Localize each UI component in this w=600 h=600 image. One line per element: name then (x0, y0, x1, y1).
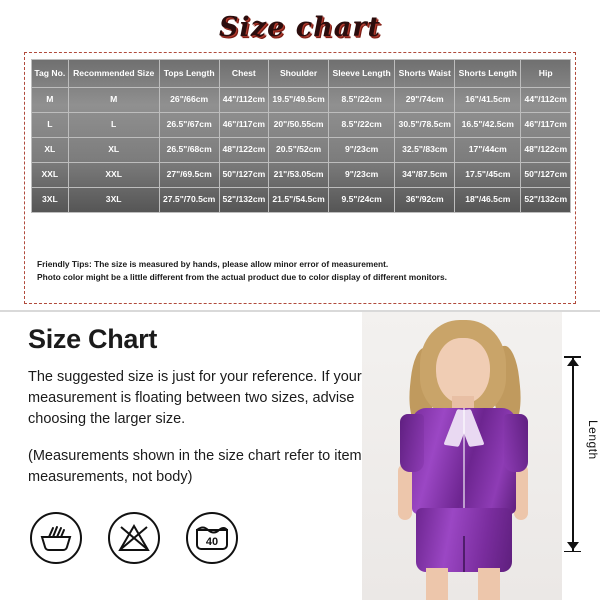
size-chart-paragraph-2: (Measurements shown in the size chart refer to item measurements, not body) (28, 448, 362, 486)
table-header-cell: Tops Length (159, 60, 219, 88)
table-cell: 21"/53.05cm (269, 163, 329, 188)
table-cell: 3XL (32, 188, 69, 213)
table-row (32, 88, 571, 113)
table-cell: M (68, 88, 159, 113)
table-row (32, 113, 571, 138)
table-cell: 17"/44cm (455, 138, 521, 163)
table-header-cell: Shoulder (269, 60, 329, 88)
table-cell: 52"/132cm (521, 188, 571, 213)
table-header-cell: Sleeve Length (329, 60, 395, 88)
table-cell: 44"/112cm (521, 88, 571, 113)
friendly-tips (37, 258, 565, 284)
table-header-cell: Hip (521, 60, 571, 88)
sleeve-left (400, 414, 424, 472)
care-instructions-row (30, 512, 238, 564)
table-cell: 32.5"/83cm (395, 138, 455, 163)
table-cell: 48"/122cm (521, 138, 571, 163)
size-table-wrapper (31, 59, 571, 213)
table-cell: 20"/50.55cm (269, 113, 329, 138)
table-cell: 48"/122cm (219, 138, 269, 163)
table-cell: 50"/127cm (219, 163, 269, 188)
table-cell: XXL (68, 163, 159, 188)
tips-line-1: Friendly Tips: The size is measured by hands, please allow minor error of measurement. (37, 259, 389, 269)
pajama-top (412, 408, 516, 514)
table-cell: 19.5"/49.5cm (269, 88, 329, 113)
table-cell: 8.5"/22cm (329, 113, 395, 138)
table-cell: 26.5"/68cm (159, 138, 219, 163)
table-cell: XL (68, 138, 159, 163)
table-cell: 26.5"/67cm (159, 113, 219, 138)
table-cell: XXL (32, 163, 69, 188)
table-cell: 29"/74cm (395, 88, 455, 113)
table-row (32, 138, 571, 163)
arm-right (514, 464, 528, 520)
table-cell: 3XL (68, 188, 159, 213)
table-cell: 8.5"/22cm (329, 88, 395, 113)
table-cell: 30.5"/78.5cm (395, 113, 455, 138)
size-table (31, 59, 571, 213)
no-bleach-icon (108, 512, 160, 564)
arm-left (398, 464, 412, 520)
table-row (32, 163, 571, 188)
size-table-container (24, 52, 576, 304)
hand-wash-icon (30, 512, 82, 564)
table-header-cell: Recommended Size (68, 60, 159, 88)
table-cell: XL (32, 138, 69, 163)
table-cell: 16"/41.5cm (455, 88, 521, 113)
table-header-row (32, 60, 571, 88)
table-cell: 34"/87.5cm (395, 163, 455, 188)
page-title: Size chart (219, 12, 381, 43)
table-cell: 26"/66cm (159, 88, 219, 113)
table-cell: 46"/117cm (521, 113, 571, 138)
table-header-cell: Chest (219, 60, 269, 88)
table-header-cell: Shorts Length (455, 60, 521, 88)
measure-line (572, 356, 574, 552)
model-photo (362, 312, 562, 600)
measure-arrow-up-icon (567, 358, 579, 366)
tips-line-2: Photo color might be a little different from the actual product due to color display of different monitors. (37, 272, 447, 283)
svg-text:40: 40 (205, 536, 219, 548)
table-cell: 36"/92cm (395, 188, 455, 213)
table-header-cell: Tag No. (32, 60, 69, 88)
face (436, 338, 490, 404)
table-cell: 9.5"/24cm (329, 188, 395, 213)
pajama-shorts (416, 508, 512, 572)
leg-left (426, 568, 448, 600)
measure-label: Length (586, 420, 600, 460)
sleeve-right (504, 414, 528, 472)
lower-section (0, 312, 600, 600)
table-cell: L (32, 113, 69, 138)
table-cell: 18"/46.5cm (455, 188, 521, 213)
table-cell: L (68, 113, 159, 138)
table-cell: 27.5"/70.5cm (159, 188, 219, 213)
table-cell: 52"/132cm (219, 188, 269, 213)
table-cell: 20.5"/52cm (269, 138, 329, 163)
size-chart-text-block (28, 324, 388, 488)
table-cell: 9"/23cm (329, 163, 395, 188)
table-row (32, 188, 571, 213)
size-chart-paragraph-1: The suggested size is just for your reference. If your measurement is floating between two sizes, advise choosing the larger size. (28, 369, 362, 428)
table-cell: 17.5"/45cm (455, 163, 521, 188)
table-cell: 50"/127cm (521, 163, 571, 188)
size-chart-heading: Size Chart (28, 324, 158, 354)
measure-cap-bottom (564, 551, 581, 553)
table-cell: 44"/112cm (219, 88, 269, 113)
leg-right (478, 568, 500, 600)
table-cell: M (32, 88, 69, 113)
measure-arrow-down-icon (567, 542, 579, 550)
table-cell: 21.5"/54.5cm (269, 188, 329, 213)
machine-wash-40-icon (186, 512, 238, 564)
table-cell: 46"/117cm (219, 113, 269, 138)
table-header-cell: Shorts Waist (395, 60, 455, 88)
table-cell: 9"/23cm (329, 138, 395, 163)
length-measure-arrow (564, 356, 582, 552)
table-cell: 27"/69.5cm (159, 163, 219, 188)
table-cell: 16.5"/42.5cm (455, 113, 521, 138)
